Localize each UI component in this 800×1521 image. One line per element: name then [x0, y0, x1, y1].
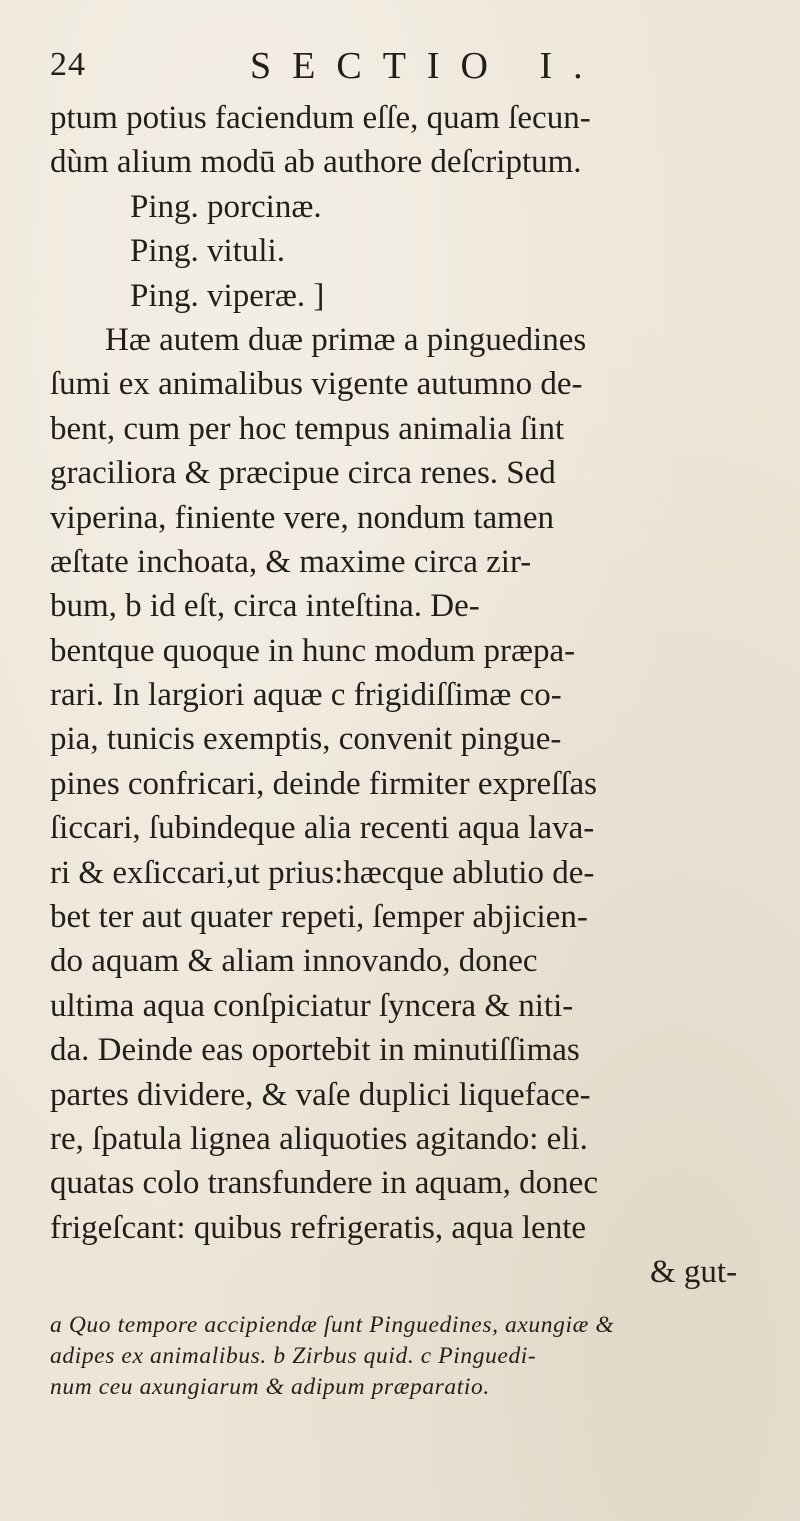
text-line: dùm alium modū ab authore deſcriptum.: [50, 144, 582, 181]
text-line: ſiccari, ſubindeque alia recenti aqua lava-: [50, 810, 595, 847]
paragraph-first-line: Hæ autem duæ primæ a pinguedines: [105, 321, 587, 358]
text-line: re, ſpatula lignea aliquoties agitando: eli.: [50, 1120, 588, 1157]
text-line: ptum potius faciendum eſſe, quam ſecun-: [50, 100, 591, 136]
catchword: & gut-: [650, 1254, 738, 1291]
text-line: æſtate inchoata, & maxime circa zir-: [50, 543, 532, 580]
footnotes: [50, 1310, 790, 1403]
text-line: pines confricari, deinde firmiter expreſſas: [50, 765, 598, 802]
text-line: da. Deinde eas oportebit in minutiſſimas: [50, 1032, 580, 1069]
recipe-line: Ping. viperæ. ]: [130, 277, 325, 314]
text-line: ri & exſiccari,ut prius:hæcque ablutio de-: [50, 854, 595, 891]
text-line: viperina, finiente vere, nondum tamen: [50, 499, 554, 536]
recipe-line: Ping. vituli.: [130, 233, 285, 270]
footnote-line: num ceu axungiarum & adipum præparatio.: [50, 1374, 490, 1400]
text-line: frigeſcant: quibus refrigeratis, aqua lente: [50, 1209, 587, 1246]
page-header: [50, 40, 770, 100]
footnote-line: adipes ex animalibus. b Zirbus quid. c Pinguedi-: [50, 1343, 537, 1369]
body-text: [50, 96, 790, 1295]
recipe-line: Ping. porcinæ.: [130, 188, 322, 225]
text-line: ultima aqua conſpiciatur ſyncera & niti-: [50, 987, 574, 1024]
text-line: graciliora & præcipue circa renes. Sed: [50, 455, 556, 492]
page-number: 24: [50, 46, 86, 83]
text-line: quatas colo transfundere in aquam, donec: [50, 1165, 598, 1202]
text-line: do aquam & aliam innovando, donec: [50, 943, 538, 980]
text-line: partes dividere, & vaſe duplici liquefacе-: [50, 1076, 591, 1113]
text-line: bent, cum per hoc tempus animalia ſint: [50, 410, 565, 447]
text-line: bet ter aut quater repeti, ſemper abjicien-: [50, 899, 588, 936]
text-line: ſumi ex animalibus vigente autumno de-: [50, 366, 583, 403]
text-line: rari. In largiori aquæ c frigidiſſimæ co-: [50, 677, 562, 714]
text-line: bum, b id eſt, circa inteſtina. De-: [50, 588, 480, 625]
running-head: SECTIO I.: [250, 45, 604, 87]
text-line: pia, tunicis exemptis, convenit pingue-: [50, 721, 562, 758]
text-line: bentque quoque in hunc modum præpa-: [50, 632, 576, 669]
footnote-line: a Quo tempore accipiendæ ſunt Pinguedines, axungiæ &: [50, 1312, 615, 1338]
